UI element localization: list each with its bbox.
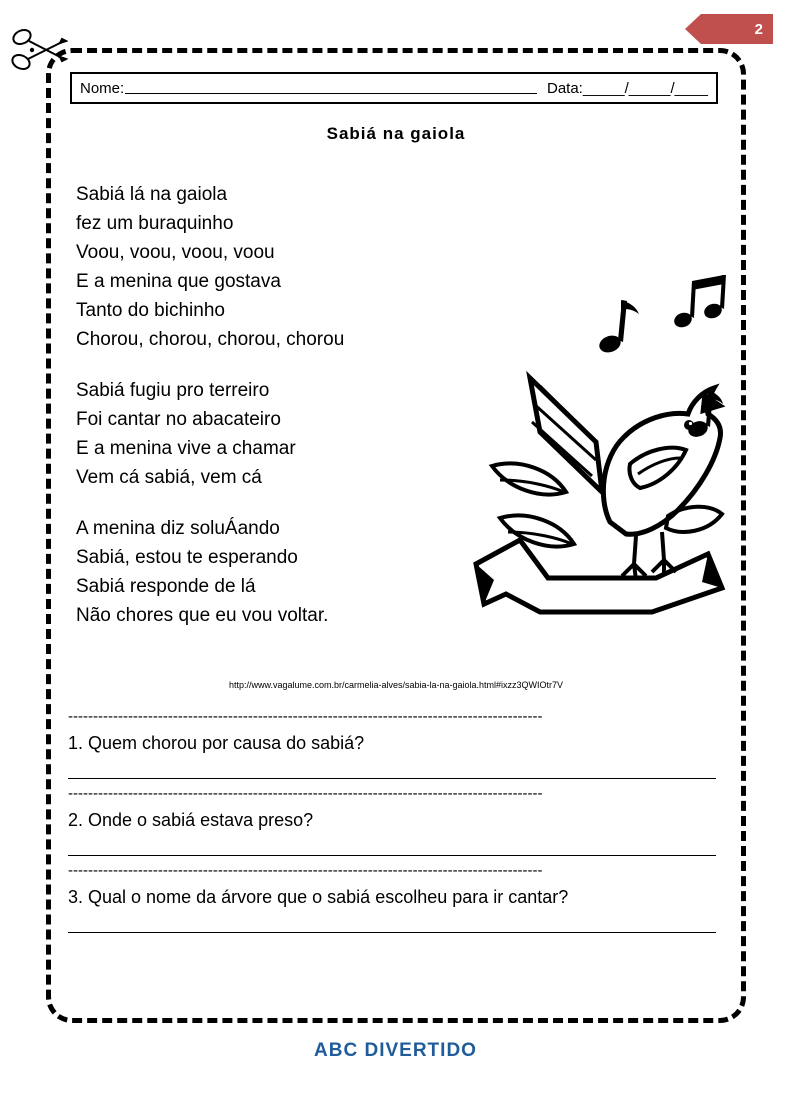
poem-line: E a menina que gostava: [76, 271, 281, 292]
worksheet-sheet: [62, 62, 730, 1009]
music-note: [672, 275, 726, 330]
poem-line: Vem cá sabiá, vem cá: [76, 467, 262, 488]
poem-stanza: [76, 514, 466, 630]
name-date-box: [70, 72, 718, 104]
data-label: Data:: [547, 79, 583, 97]
page-number-tab: [701, 14, 773, 44]
poem-line: Sabiá responde de lá: [76, 576, 256, 597]
poem-line: fez um buraquinho: [76, 213, 234, 234]
poem-line: Sabiá fugiu pro terreiro: [76, 380, 270, 401]
poem-line: A menina diz soluÁando: [76, 518, 280, 539]
question-2: 2. Onde o sabiá estava preso?: [68, 810, 314, 830]
poem-line: Sabiá lá na gaiola: [76, 184, 228, 205]
question-3: 3. Qual o nome da árvore que o sabiá escolheu para ir cantar?: [68, 887, 569, 907]
questions-section: [68, 708, 724, 933]
poem-line: Voou, voou, voou, voou: [76, 242, 275, 263]
answer-line-2[interactable]: [68, 835, 716, 856]
music-note: [597, 300, 639, 355]
poem-line: Não chores que eu vou voltar.: [76, 605, 329, 626]
page-number-label: 2: [754, 20, 763, 38]
page-title: Sabiá na gaiola: [326, 124, 466, 143]
poem-line: Chorou, chorou, chorou, chorou: [76, 329, 345, 350]
data-input-slots[interactable]: _____/_____/____: [582, 79, 708, 97]
nome-input-rule[interactable]: [125, 79, 537, 94]
answer-line-1[interactable]: [68, 758, 716, 779]
divider-line: -----------------------------------------------------------------------------------------------: [68, 862, 543, 879]
poem-line: Tanto do bichinho: [76, 300, 225, 321]
poem-line: E a menina vive a chamar: [76, 438, 296, 459]
poem-text: [76, 180, 466, 630]
poem-line: Sabiá, estou te esperando: [76, 547, 298, 568]
footer-brand: ABC DIVERTIDO: [314, 1040, 477, 1061]
page-tab-arrow-icon: [685, 14, 701, 44]
singing-bird-illustration: [470, 192, 728, 622]
source-url[interactable]: http://www.vagalume.com.br/carmelia-alves/sabia-la-na-gaiola.html#ixzz3QWIOtr7V: [228, 680, 564, 690]
question-1: 1. Quem chorou por causa do sabiá?: [68, 733, 365, 753]
answer-line-3[interactable]: [68, 912, 716, 933]
poem-stanza: [76, 180, 466, 354]
poem-stanza: [76, 376, 466, 492]
nome-label: Nome:: [80, 79, 125, 97]
divider-line: -----------------------------------------------------------------------------------------------: [68, 708, 543, 725]
divider-line: -----------------------------------------------------------------------------------------------: [68, 785, 543, 802]
poem-line: Foi cantar no abacateiro: [76, 409, 281, 430]
